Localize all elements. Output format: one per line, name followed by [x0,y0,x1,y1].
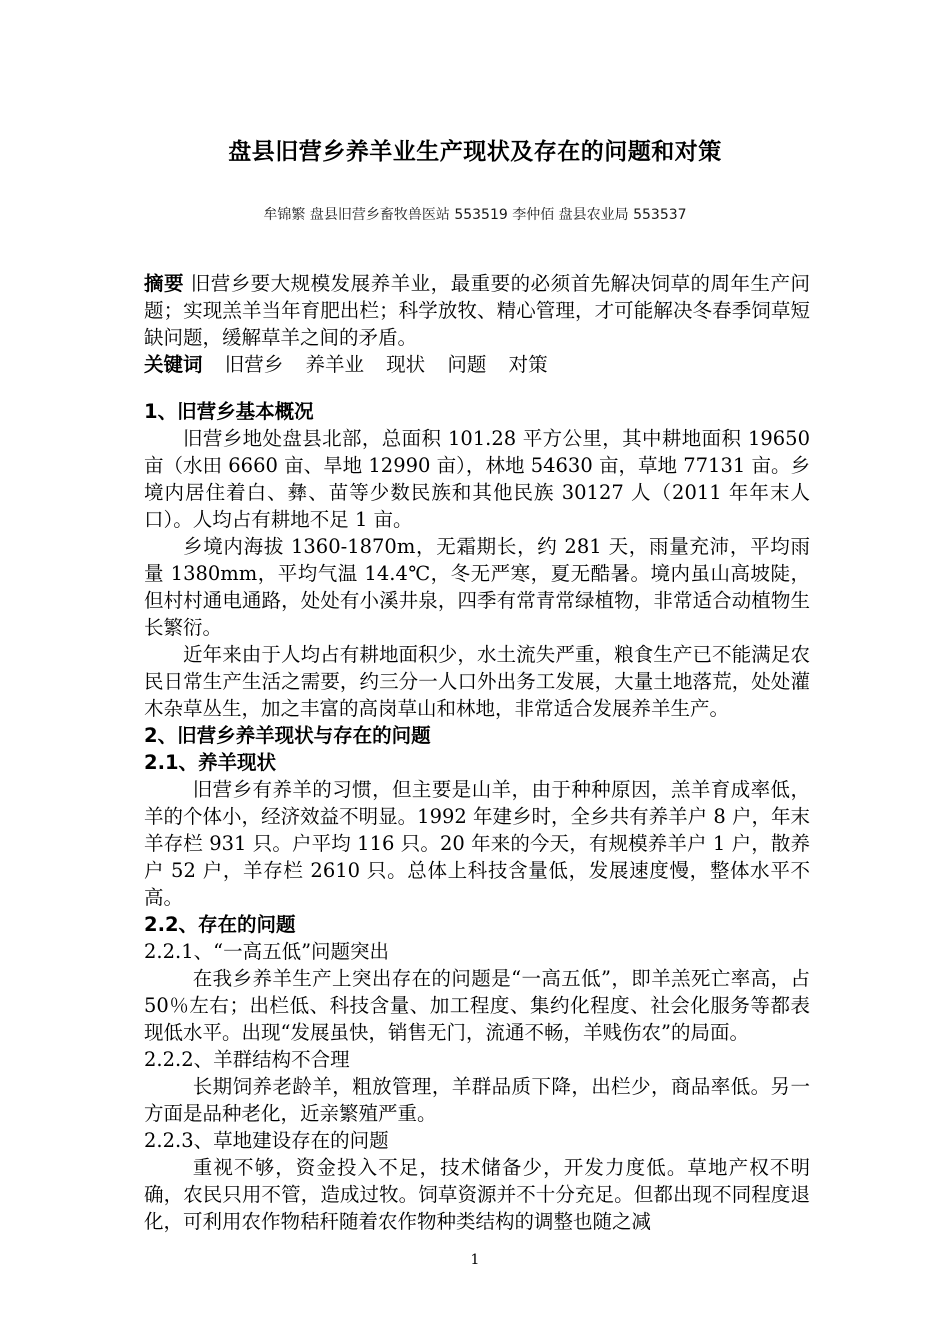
page-number: 1 [470,1252,480,1268]
keyword: 现状 [386,353,426,376]
keyword: 养羊业 [305,353,364,376]
subsection-2-2-3-paragraph: 重视不够，资金投入不足，技术储备少，开发力度低。草地产权不明确，农民只用不管，造成过牧。饲草资源并不十分充足。但都出现不同程度退化，可利用农作物秸秆随着农作物种类结构的调整也随之减 [144,1156,810,1233]
abstract-label: 摘要 [144,272,184,295]
subsection-heading-2-2-3: 2.2.3、草地建设存在的问题 [144,1129,389,1152]
keyword: 旧营乡 [224,353,284,376]
keywords-line [144,351,810,378]
document-title: 盘县旧营乡养羊业生产现状及存在的问题和对策 [228,139,722,165]
subsection-2-1-paragraph: 旧营乡有养羊的习惯，但主要是山羊，由于种种原因，羔羊育成率低，羊的个体小，经济效益不明显。1992 年建乡时，全乡共有养羊户 8 户，年末羊存栏 931 只。户平均 116 只。20 年来的今天，有规模养羊户 1 户，散养户 52 户，羊存栏 2610 只。总体上科技含量低，发展速度慢，整体水平不高。 [144,778,810,909]
section-1-paragraph-2: 乡境内海拔 1360-1870m，无霜期长，约 281 天，雨量充沛，平均雨量 1380mm，平均气温 14.4℃，冬无严寒，夏无酷暑。境内虽山高坡陡，但村村通电通路，处处有小溪井泉，四季有常青常绿植物，非常适合动植物生长繁衍。 [144,535,810,639]
subsection-2-2-2-paragraph: 长期饲养老龄羊，粗放管理，羊群品质下降，出栏少，商品率低。另一方面是品种老化，近亲繁殖严重。 [144,1075,810,1125]
section-1-paragraph-1: 旧营乡地处盘县北部，总面积 101.28 平方公里，其中耕地面积 19650 亩（水田 6660 亩、旱地 12990 亩），林地 54630 亩，草地 77131 亩。乡境内居住着白、彝、苗等少数民族和其他民族 30127 人（2011 年年末人口）。人均占有耕地不足 1 亩。 [144,427,810,531]
subsection-heading-2-2: 2.2、存在的问题 [144,913,296,936]
subsection-heading-2-1: 2.1、养羊现状 [144,751,277,774]
section-1-paragraph-3: 近年来由于人均占有耕地面积少，水土流失严重，粮食生产已不能满足农民日常生产生活之需要，约三分一人口外出务工发展，大量土地落荒，处处灌木杂草丛生，加之丰富的高岗草山和林地，非常适合发展养羊生产。 [144,643,810,720]
keyword: 对策 [508,353,548,376]
subsection-heading-2-2-1: 2.2.1、“一高五低”问题突出 [144,940,390,963]
section-heading-1: 1、旧营乡基本概况 [144,400,314,423]
author-line: 牟锦繁 盘县旧营乡畜牧兽医站 553519 李仲佰 盘县农业局 553537 [263,207,687,223]
keywords-label: 关键词 [144,353,203,376]
subsection-2-2-1-paragraph: 在我乡养羊生产上突出存在的问题是“一高五低”，即羊羔死亡率高，占 50％左右；出栏低、科技含量、加工程度、集约化程度、社会化服务等都表现低水平。出现“发展虽快，销售无门，流通不畅，羊贱伤农”的局面。 [144,967,810,1044]
keyword: 问题 [447,353,487,376]
subsection-heading-2-2-2: 2.2.2、羊群结构不合理 [144,1048,350,1071]
abstract-text: 旧营乡要大规模发展养羊业，最重要的必须首先解决饲草的周年生产问题；实现羔羊当年育肥出栏；科学放牧、精心管理，才可能解决冬春季饲草短缺问题，缓解草羊之间的矛盾。 [144,272,810,349]
section-heading-2: 2、旧营乡养羊现状与存在的问题 [144,724,431,747]
document-body [144,270,810,1235]
abstract-paragraph [144,270,810,351]
